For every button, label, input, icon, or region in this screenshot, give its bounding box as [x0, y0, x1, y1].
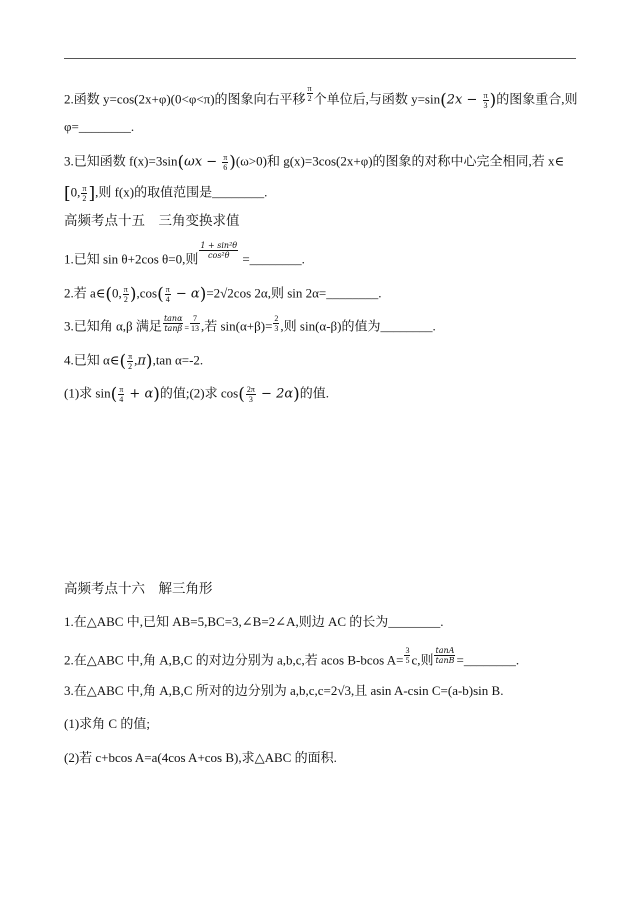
question-2-line-1: 2.函数 y=cos(2x+φ)(0<φ<π)的图象向右平移 $\frac{\pi}{2}$ 个单位后,与函数 y=sin(2x − $\frac{\pi}{3}$ )的图象重合,则	[64, 84, 578, 111]
question-3-line-1: 3.已知函数 f(x)=3sin(ωx − $\frac{\pi}{6}$ )(ω>0)和 g(x)=3cos(2x+φ)的图象的对称中心完全相同,若 x∈	[64, 152, 565, 173]
s16-question-3: 3.在△ABC 中,角 A,B,C 所对的边分别为 a,b,c,c=2√3,且 asin A-csin C=(a-b)sin B.	[64, 683, 504, 698]
section-heading-15: 高频考点十五 三角变换求值	[64, 213, 240, 228]
s15-question-4: 4.已知 α∈( $\frac{\pi}{2}$ ,π),tan α=-2.	[64, 351, 204, 372]
s15-question-1: 1.已知 sin θ+2cos θ=0,则 $\frac{\text{1 + sin²θ}}{\text{cos²θ}}$ =________.	[64, 241, 305, 267]
s15-question-4-parts: (1)求 sin( $\frac{\pi}{4}$ + α)的值;(2)求 cos( $\frac{2\pi}{3}$ − 2α)的值.	[64, 384, 330, 405]
s16-question-3-part-1: (1)求角 C 的值;	[64, 716, 150, 731]
s16-question-3-part-2: (2)若 c+bcos A=a(4cos A+cos B),求△ABC 的面积.	[64, 750, 337, 765]
header-rule	[64, 58, 576, 59]
s16-question-2: 2.在△ABC 中,角 A,B,C 的对边分别为 a,b,c,若 acos B-bcos A= $\frac{3}{5}$ c,则 $\frac{\tan A}{\tan B}$ =________.	[64, 646, 520, 668]
s15-question-3: 3.已知角 α,β 满足 $\frac{\tan\alpha}{\tan\beta}$ = $\frac{7}{13}$ ,若 sin(α+β)= $\frac{2}{3}$ ,则 sin(α-β)的值为________.	[64, 314, 436, 334]
fraction-pi-over-2: $\frac{\pi}{2}$	[307, 84, 312, 103]
question-2-line-2: φ=________.	[64, 119, 135, 134]
s15-question-2: 2.若 a∈(0, $\frac{\pi}{2}$ ),cos( $\frac{\pi}{4}$ − α)=2√2cos 2α,则 sin 2α=________.	[64, 284, 382, 305]
section-heading-16: 高频考点十六 解三角形	[64, 581, 213, 596]
s16-question-1: 1.在△ABC 中,已知 AB=5,BC=3,∠B=2∠A,则边 AC 的长为________.	[64, 614, 444, 629]
question-3-line-2: [0, $\frac{\pi}{2}$ ],则 f(x)的取值范围是________.	[64, 183, 268, 204]
